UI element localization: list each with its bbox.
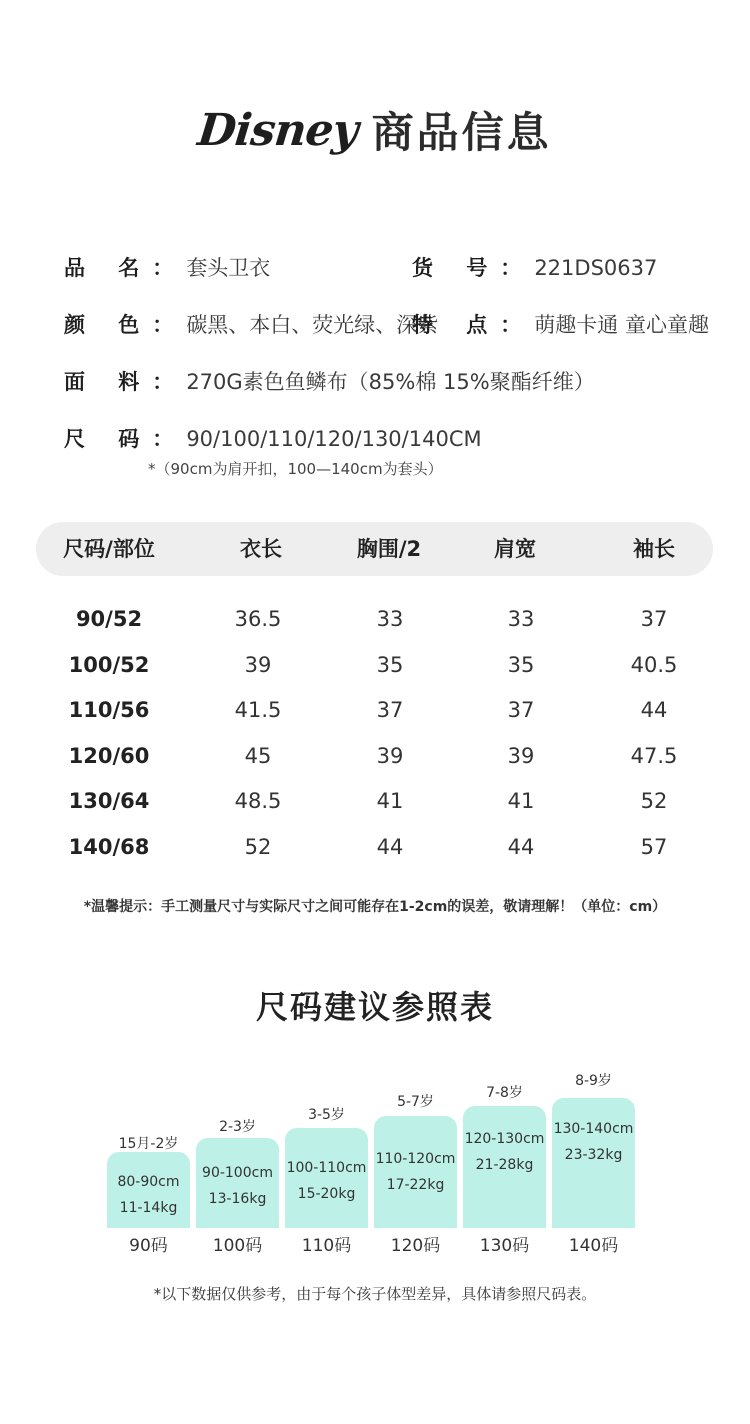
reference-bar — [463, 1106, 546, 1228]
table-cell: 39 — [507, 743, 535, 768]
table-cell: 40.5 — [630, 652, 678, 677]
table-cell-size: 120/60 — [68, 743, 150, 768]
bar-age-label: 8-9岁 — [575, 1073, 612, 1089]
table-cell: 44 — [507, 834, 535, 859]
measurement-tip: *温馨提示：手工测量尺寸与实际尺寸之间可能存在1-2cm的误差，敬请理解！（单位：cm） — [83, 899, 667, 915]
sku-label: 货 号： — [412, 256, 535, 280]
table-cell: 39 — [244, 652, 272, 677]
bar-weight-text: 15-20kg — [297, 1186, 356, 1202]
table-cell: 44 — [376, 834, 404, 859]
header-sleeve: 袖长 — [633, 537, 675, 561]
bar-size-label: 110码 — [301, 1236, 352, 1256]
bar-weight-text: 17-22kg — [386, 1177, 445, 1193]
bar-height-text: 120-130cm — [464, 1131, 545, 1147]
feature-value: 萌趣卡通 童心童趣 — [534, 313, 709, 337]
table-cell-size: 100/52 — [68, 652, 150, 677]
bar-weight-text: 21-28kg — [475, 1157, 534, 1173]
bar-height-text: 130-140cm — [553, 1121, 634, 1137]
table-cell: 45 — [244, 743, 272, 768]
reference-bar — [107, 1152, 190, 1228]
reference-bar — [285, 1128, 368, 1228]
size-note: *（90cm为肩开扣，100—140cm为套头） — [148, 460, 443, 478]
sku-value: 221DS0637 — [534, 256, 658, 280]
table-cell: 37 — [640, 607, 668, 631]
bar-height-text: 90-100cm — [202, 1165, 273, 1181]
table-cell: 52 — [244, 834, 272, 859]
table-cell: 36.5 — [234, 607, 282, 631]
reference-bar — [196, 1138, 279, 1228]
name-value: 套头卫衣 — [186, 256, 271, 280]
header-shoulder: 肩宽 — [494, 537, 536, 561]
table-cell: 41 — [507, 789, 535, 814]
bar-size-label: 100码 — [212, 1236, 263, 1256]
bar-age-label: 2-3岁 — [219, 1119, 256, 1135]
table-cell: 47.5 — [630, 743, 678, 768]
reference-bar — [374, 1116, 457, 1228]
page-title: 商品信息 — [371, 108, 552, 157]
table-cell: 33 — [376, 607, 404, 631]
header-chest: 胸围/2 — [356, 537, 422, 561]
header-size: 尺码/部位 — [63, 537, 155, 561]
bar-size-label: 120码 — [390, 1236, 441, 1256]
table-cell: 41 — [376, 789, 404, 814]
bar-size-label: 90码 — [129, 1236, 168, 1256]
color-value: 碳黑、本白、荧光绿、深紫 — [186, 313, 439, 337]
table-cell: 35 — [376, 652, 404, 677]
size-value: 90/100/110/120/130/140CM — [186, 427, 482, 451]
fabric-value: 270G素色鱼鳞布（85%棉 15%聚酯纤维） — [186, 370, 595, 394]
table-cell: 48.5 — [234, 789, 282, 814]
bar-weight-text: 13-16kg — [208, 1191, 267, 1207]
bar-height-text: 100-110cm — [286, 1160, 367, 1176]
table-cell: 41.5 — [234, 698, 282, 723]
table-cell: 52 — [640, 789, 668, 814]
table-cell-size: 140/68 — [68, 834, 150, 859]
bar-age-label: 5-7岁 — [397, 1094, 434, 1110]
size-label: 尺 码： — [64, 427, 187, 451]
table-cell: 35 — [507, 652, 535, 677]
bar-weight-text: 11-14kg — [119, 1200, 178, 1216]
reference-title: 尺码建议参照表 — [255, 988, 494, 1026]
table-cell: 37 — [507, 698, 535, 723]
bar-age-label: 7-8岁 — [486, 1085, 523, 1101]
bar-age-label: 15月-2岁 — [118, 1136, 179, 1152]
name-label: 品 名： — [64, 256, 187, 280]
reference-bar — [552, 1098, 635, 1228]
table-cell: 37 — [376, 698, 404, 723]
table-cell-size: 130/64 — [68, 789, 150, 814]
bar-size-label: 140码 — [568, 1236, 619, 1256]
table-cell-size: 110/56 — [68, 698, 150, 723]
disney-logo: Disney — [195, 104, 361, 156]
table-cell: 33 — [507, 607, 535, 631]
table-cell: 39 — [376, 743, 404, 768]
table-cell-size: 90/52 — [75, 607, 143, 631]
fabric-label: 面 料： — [64, 370, 187, 394]
bar-height-text: 110-120cm — [375, 1151, 456, 1167]
header-length: 衣长 — [240, 537, 282, 561]
bar-weight-text: 23-32kg — [564, 1147, 623, 1163]
reference-footnote: *以下数据仅供参考，由于每个孩子体型差异，具体请参照尺码表。 — [153, 1285, 597, 1303]
bar-size-label: 130码 — [479, 1236, 530, 1256]
table-cell: 44 — [640, 698, 668, 723]
bar-age-label: 3-5岁 — [308, 1107, 345, 1123]
feature-label: 特 点： — [412, 313, 535, 337]
color-label: 颜 色： — [64, 313, 187, 337]
bar-height-text: 80-90cm — [117, 1174, 180, 1190]
table-cell: 57 — [640, 834, 668, 859]
